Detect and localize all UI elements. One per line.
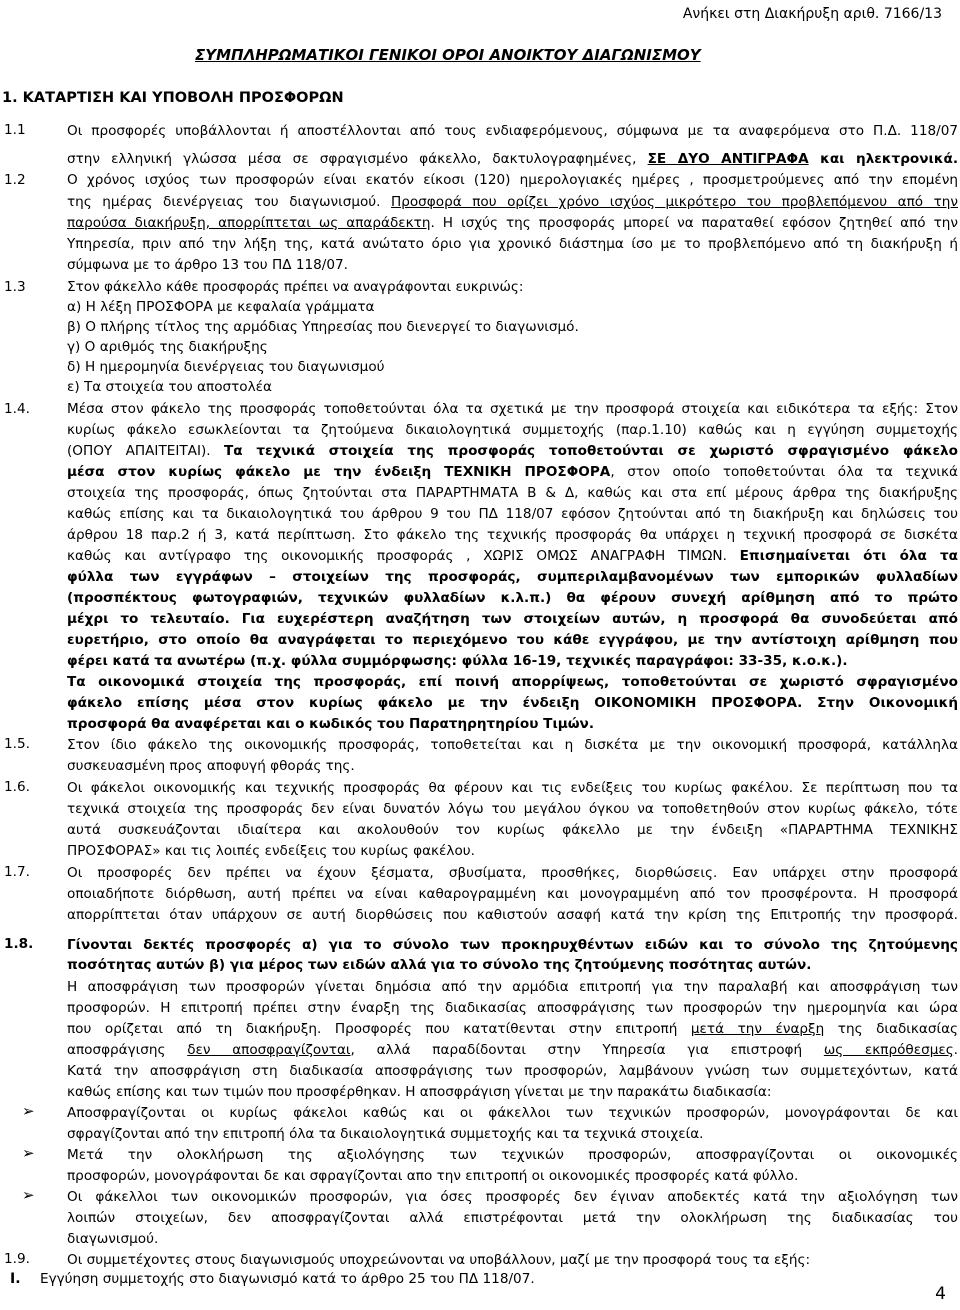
paragraph-line: της ημέρας διενέργειας του διαγωνισμού. Προσφορά που ορίζει χρόνο ισχύος μικρότερο του προβλεπόμενου από την <box>67 194 958 210</box>
paragraph-line: παρούσα διακήρυξη, απορρίπτεται ως απαράδεκτη. Η ισχύς της προσφοράς μπορεί να παραταθεί εφόσον ζητηθεί από την <box>67 215 958 231</box>
section-title: 1. ΚΑΤΑΡΤΙΣΗ ΚΑΙ ΥΠΟΒΟΛΗ ΠΡΟΣΦΟΡΩΝ <box>2 90 344 106</box>
paragraph-number: 1.8. <box>4 936 34 952</box>
paragraph-number: 1.1 <box>4 122 26 138</box>
paragraph-line: τεχνικά στοιχεία της προσφοράς δεν είναι δυνατόν λόγω του μεγάλου όγκου να τοποθετηθούν στον κυρίως φάκελο, τότε <box>67 801 958 817</box>
list-item: διαγωνισμού. <box>67 1231 159 1247</box>
paragraph-line: Οι προσφορές δεν πρέπει να έχουν ξέσματα, σβυσίματα, προσθήκες, διορθώσεις. Εαν υπάρχει στην προσφορά <box>67 865 958 881</box>
paragraph-line: Οι φάκελοι οικονομικής και τεχνικής προσφοράς θα φέρουν και τις ενδείξεις του κυρίως φακέλου. Σε περίπτωση που τα <box>67 780 958 796</box>
list-item: α) Η λέξη ΠΡΟΣΦΟΡΑ με κεφαλαία γράμματα <box>67 299 375 315</box>
paragraph-line: Στον φάκελλο κάθε προσφοράς πρέπει να αναγράφονται ευκρινώς: <box>67 279 524 295</box>
paragraph-number: 1.3 <box>4 279 26 295</box>
paragraph-line: καθώς επίσης και των τιμών που προσφέρθηκαν. Η αποσφράγιση γίνεται με την παρακάτω διαδικασία: <box>67 1084 772 1100</box>
paragraph-line: συσκευασμένη προς αποφυγή φθοράς της. <box>67 758 355 774</box>
list-item: προσφορών, μονογράφονται δε και σφραγίζονται απο την επιτροπή οι οικονομικές προσφορές κατά φύλλο. <box>67 1168 799 1184</box>
document-reference: Ανήκει στη Διακήρυξη αριθ. 7166/13 <box>682 6 942 22</box>
page-title: ΣΥΜΠΛΗΡΩΜΑΤΙΚΟΙ ΓΕΝΙΚΟΙ ΟΡΟΙ ΑΝΟΙΚΤΟΥ ΔΙΑΓΩΝΙΣΜΟΥ <box>195 46 701 64</box>
paragraph-line: οποιαδήποτε διόρθωση, αυτή πρέπει να είναι καθαρογραμμένη και μονογραμμένη από τον προσφέροντα. Η προσφορά <box>67 886 958 902</box>
paragraph-line: Κατά την αποσφράγιση στη διαδικασία αποσφράγισης των προσφορών, λαμβάνουν γνώση των συμμετεχόντων, κατά <box>67 1063 958 1079</box>
paragraph-number: 1.9. <box>4 1251 30 1267</box>
paragraph-line: Οι συμμετέχοντες στους διαγωνισμούς υποχρεώνονται να υποβάλλουν, μαζί με την προσφορά τους τα εξής: <box>67 1252 811 1268</box>
paragraph-line: Γίνονται δεκτές προσφορές α) για το σύνολο των προκηρυχθέντων ειδών και το σύνολο της ζητούμενης <box>67 937 958 953</box>
list-item: γ) Ο αριθμός της διακήρυξης <box>67 339 268 355</box>
paragraph-line: Οι προσφορές υποβάλλονται ή αποστέλλονται από τους ενδιαφερόμενους, σύμφωνα με τα αναφερόμενα στο Π.Δ. 118/07 <box>67 123 958 139</box>
list-item: Εγγύηση συμμετοχής στο διαγωνισμό κατά το άρθρο 25 του ΠΔ 118/07. <box>40 1271 535 1287</box>
paragraph-line: Τα οικονομικά στοιχεία της προσφοράς, επί ποινή απορρίψεως, τοποθετούνται σε χωριστό σφραγισμένο <box>67 674 958 690</box>
paragraph-line: (ΟΠΟΥ ΑΠΑΙΤΕΙΤΑΙ). Τα τεχνικά στοιχεία της προσφοράς τοποθετούνται σε χωριστό σφραγισμένο φάκελο <box>67 443 958 459</box>
paragraph-line: Μέσα στον φάκελο της προσφοράς τοποθετούνται όλα τα σχετικά με την προσφορά στοιχεία και ειδικότερα τα εξής: Στον <box>67 401 958 417</box>
paragraph-line: φύλλα των εγγράφων – στοιχείων της προσφοράς, συμπεριλαμβανομένων των εμπορικών φυλλαδίων <box>67 569 958 585</box>
paragraph-line: στοιχεία της προσφοράς, όπως ζητούνται στα ΠΑΡΑΡΤΗΜΑΤΑ Β & Δ, καθώς και στα επί μέρους άρθρα της διακήρυξης <box>67 485 958 501</box>
paragraph-line: φάκελο επίσης μέσα στον κυρίως φάκελο με την ένδειξη ΟΙΚΟΝΟΜΙΚΗ ΠΡΟΣΦΟΡΑ. Στην Οικονομική <box>67 695 958 711</box>
paragraph-line: καθώς επίσης και τα δικαιολογητικά του άρθρου 9 του ΠΔ 118/07 εφόσον ζητούνται από τη διακήρυξη και δηλώσεις του <box>67 506 958 522</box>
paragraph-line: αυτά συσκευάζονται ιδιαίτερα και ακολουθούν τον κυρίως φάκελλο με την ένδειξη «ΠΑΡΑΡΤΗΜΑ ΤΕΧΝΙΚΗΣ <box>67 822 958 838</box>
paragraph-line: απορρίπτεται όταν υπάρχουν σε αυτή διορθώσεις που καθιστούν ασαφή κατά την κρίση της Επιτροπής την προσφορά. <box>67 907 958 923</box>
paragraph-line: κυρίως φάκελο εσωκλείονται τα ζητούμενα δικαιολογητικά συμμετοχής (παρ.1.10) καθώς και η εγγύηση συμμετοχής <box>67 422 958 438</box>
paragraph-line: προσφορά θα αναφέρεται και ο κωδικός του Παρατηρητηρίου Τιμών. <box>67 716 594 732</box>
list-item: ε) Τα στοιχεία του αποστολέα <box>67 379 272 395</box>
paragraph-line: Στον ίδιο φάκελο της οικονομικής προσφοράς, τοποθετείται και η δισκέτα με την οικονομική προσφορά, κατάλληλα <box>67 737 958 753</box>
list-item: σφραγίζονται από την επιτροπή όλα τα δικαιολογητικά συμμετοχής και τα τεχνικά στοιχεία. <box>67 1126 704 1142</box>
paragraph-number: 1.2 <box>4 172 26 188</box>
paragraph-number: 1.7. <box>4 864 30 880</box>
paragraph-line: στην ελληνική γλώσσα μέσα σε σφραγισμένο φάκελλο, δακτυλογραφημένες, ΣΕ ΔΥΟ ΑΝΤΙΓΡΑΦΑ και ηλεκτρονικά. <box>67 151 958 167</box>
arrow-bullet-icon: ➢ <box>22 1144 35 1162</box>
paragraph-line: αποσφράγισης δεν αποσφραγίζονται, αλλά παραδίδονται στην Υπηρεσία για επιστροφή ως εκπρόθεσμες. <box>67 1042 958 1058</box>
list-item: Αποσφραγίζονται οι κυρίως φάκελοι καθώς και οι φάκελλοι των τεχνικών προσφορών, μονογράφονται δε και <box>67 1105 958 1121</box>
list-item: δ) Η ημερομηνία διενέργειας του διαγωνισμού <box>67 359 385 375</box>
paragraph-number: 1.6. <box>4 779 30 795</box>
page-number: 4 <box>935 1284 946 1304</box>
paragraph-line: προσφορών. Η επιτροπή πρέπει στην έναρξη της διαδικασίας αποσφράγισης των προσφορών την ημερομηνία και ώρα <box>67 1000 958 1016</box>
paragraph-line: ποσότητας αυτών β) για μέρος των ειδών αλλά για το σύνολο της ζητούμενης ποσότητας αυτών. <box>67 957 812 973</box>
paragraph-number: 1.4. <box>4 401 30 417</box>
paragraph-line: καθώς και αντίγραφο της οικονομικής προσφοράς , ΧΩΡΙΣ ΟΜΩΣ ΑΝΑΓΡΑΦΗ ΤΙΜΩΝ. Επισημαίνεται ότι όλα τα <box>67 548 959 564</box>
paragraph-line: σύμφωνα με το άρθρο 13 του ΠΔ 118/07. <box>67 257 348 273</box>
arrow-bullet-icon: ➢ <box>22 1186 35 1204</box>
arrow-bullet-icon: ➢ <box>22 1102 35 1120</box>
paragraph-line: φέρει κατά τα ανωτέρω (π.χ. φύλλα συμμόρφωσης: φύλλα 16-19, τεχνικές παραγράφοι: 33-35, κ.ο.κ.). <box>67 653 848 669</box>
paragraph-line: άρθρου 18 παρ.2 ή 3, κατά περίπτωση. Στο φάκελο της τεχνικής προσφοράς θα υπάρχει η τεχνική προσφορά σε δισκέτα <box>67 527 958 543</box>
list-item-number: Ι. <box>10 1271 21 1287</box>
list-item: Μετά την ολοκλήρωση της αξιολόγησης των τεχνικών προσφορών, αποσφραγίζονται οι οικονομικές <box>67 1147 958 1163</box>
paragraph-line: μέσα στον κυρίως φάκελο με την ένδειξη ΤΕΧΝΙΚΗ ΠΡΟΣΦΟΡΑ, στον οποίο τοποθετούνται όλα τα τεχνικά <box>67 464 958 480</box>
paragraph-line: ευρετήριο, στο οποίο θα αναγράφεται το περιεχόμενο του κάθε εγγράφου, με την αντίστοιχη αρίθμηση που <box>67 632 958 648</box>
list-item: β) Ο πλήρης τίτλος της αρμόδιας Υπηρεσίας που διενεργεί το διαγωνισμό. <box>67 319 579 335</box>
paragraph-line: μέχρι το τελευταίο. Για ευχερέστερη αναζήτηση των στοιχείων αυτών, η προσφορά θα συνοδεύεται από <box>67 611 958 627</box>
paragraph-line: Ο χρόνος ισχύος των προσφορών είναι εκατόν είκοσι (120) ημερολογιακές ημέρες , προσμετρούμενες από την επομένη <box>67 172 958 188</box>
list-item: Οι φάκελλοι των οικονομικών προσφορών, για όσες προσφορές δεν έγιναν αποδεκτές κατά την αξιολόγηση των <box>67 1189 958 1205</box>
paragraph-line: (προσπέκτους φωτογραφιών, τεχνικών φυλλαδίων κ.λ.π.) θα φέρουν συνεχή αρίθμηση από το πρώτο <box>67 590 958 606</box>
paragraph-line: Η αποσφράγιση των προσφορών γίνεται δημόσια από την αρμόδια επιτροπή για την παραλαβή και αποσφράγιση των <box>67 979 958 995</box>
paragraph-line: που ορίζεται από τη διακήρυξη. Προσφορές που κατατίθενται στην επιτροπή μετά την έναρξη της διαδικασίας <box>67 1021 959 1037</box>
paragraph-line: ΠΡΟΣΦΟΡΑΣ» και τις λοιπές ενδείξεις του κυρίως φακέλου. <box>67 843 475 859</box>
list-item: λοιπών στοιχείων, δεν αποσφραγίζονται αλλά επιστρέφονται μετά την ολοκλήρωση της διαδικασίας του <box>67 1210 958 1226</box>
paragraph-number: 1.5. <box>4 736 30 752</box>
paragraph-line: Υπηρεσία, πριν από την λήξη της, κατά ανώτατο όριο για χρονικό διάστημα ίσο με το προβλεπόμενο από τη διακήρυξη ή <box>67 236 958 252</box>
